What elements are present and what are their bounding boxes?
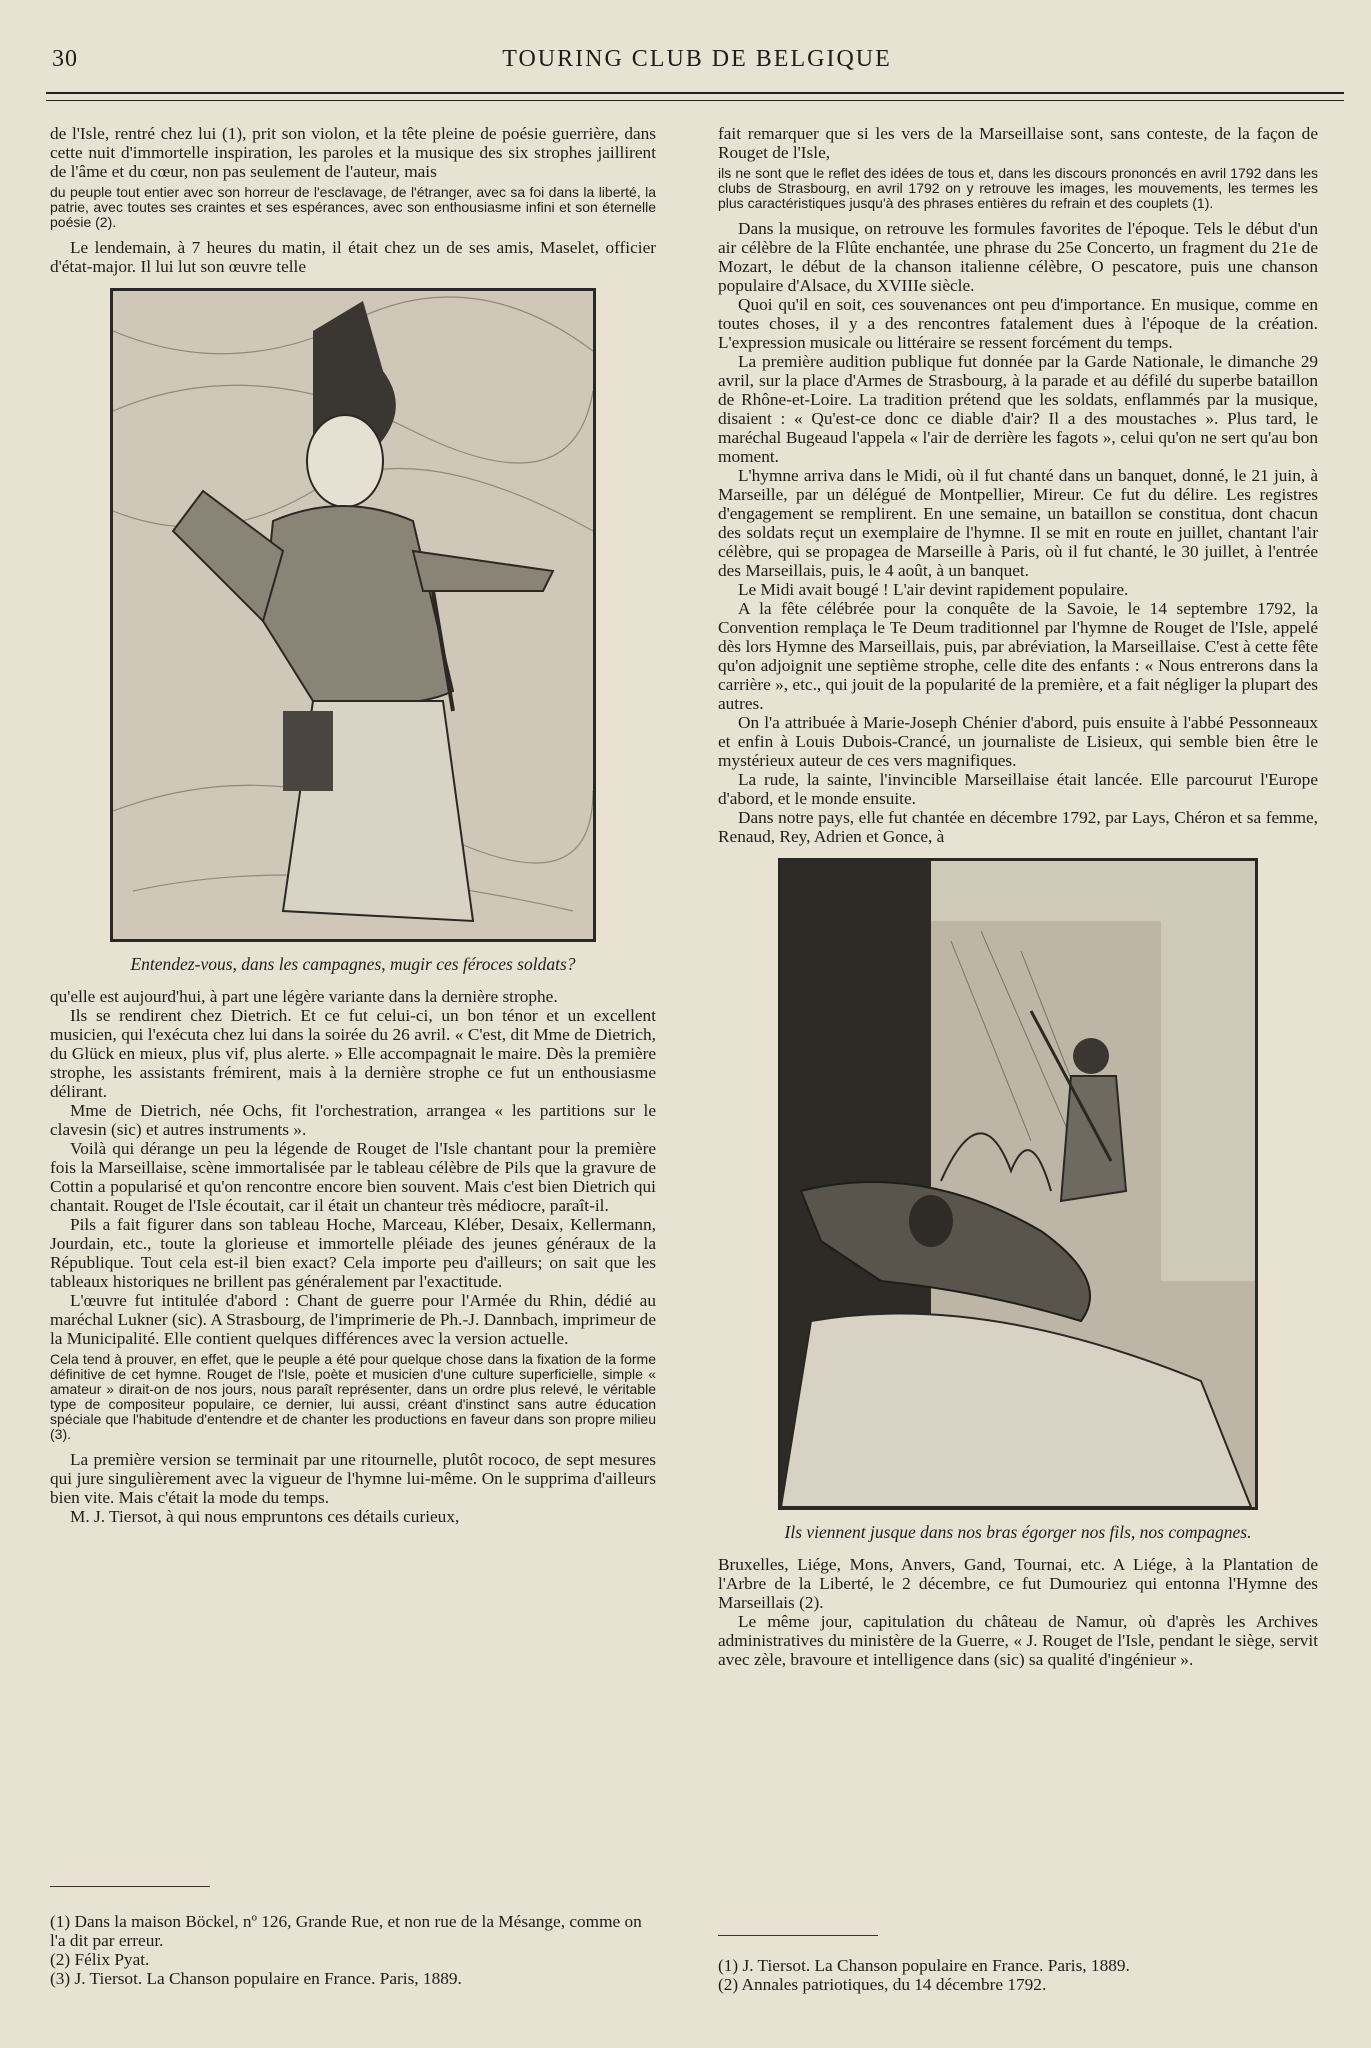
footnote: (2) Annales patriotiques, du 14 décembre 1792. (718, 1975, 1047, 1994)
footnote: (2) Félix Pyat. (50, 1950, 150, 1969)
header-rule (46, 92, 1344, 101)
illustration-battle (778, 858, 1258, 1510)
figure-caption: Ils viennent jusque dans nos bras égorger nos fils, nos compagnes. (784, 1522, 1252, 1542)
paragraph: M. J. Tiersot, à qui nous empruntons ces détails curieux, (70, 1507, 460, 1526)
paragraph: La rude, la sainte, l'invincible Marseillaise était lancée. Elle parcourut l'Europe d'abord, et le monde ensuite. (718, 770, 1318, 808)
paragraph: Le lendemain, à 7 heures du matin, il était chez un de ses amis, Maselet, officier d'état-major. Il lui lut son œuvre telle (50, 238, 656, 276)
paragraph: La première audition publique fut donnée par la Garde Nationale, le dimanche 29 avril, sur la place d'Armes de Strasbourg, à la parade et au défilé du superbe bataillon de Rhône-et-Loire. La tradition prétend que les soldats, enflammés par la musique, disaient : « Qu'est-ce donc ce diable d'air? Il a des moustaches ». Plus tard, le maréchal Bugeaud l'appela « l'air de derrière les fagots », celui qu'on ne sert qu'au bon moment. (718, 352, 1318, 466)
paragraph: La première version se terminait par une ritournelle, plutôt rococo, de sept mesures qui jure singulièrement avec la vigueur de l'hymne lui-même. On le supprima d'ailleurs bien vite. Mais c'était la mode du temps. (50, 1450, 656, 1507)
right-footnotes (718, 1956, 1318, 1994)
page-header (52, 46, 1342, 86)
footnote: (3) J. Tiersot. La Chanson populaire en France. Paris, 1889. (50, 1969, 462, 1988)
paragraph: On l'a attribuée à Marie-Joseph Chénier d'abord, puis ensuite à l'abbé Pessonneaux et enfin à Louis Dubois-Crancé, un journaliste de Lisieux, qui semble bien être le mystérieux auteur de ces vers magnifiques. (718, 713, 1318, 770)
paragraph: Dans notre pays, elle fut chantée en décembre 1792, par Lays, Chéron et sa femme, Renaud, Rey, Adrien et Gonce, à (718, 808, 1318, 846)
paragraph: Quoi qu'il en soit, ces souvenances ont peu d'importance. En musique, comme en toutes choses, il y a des rencontres fatalement dues à l'époque de la création. L'expression musicale ou littéraire se ressent forcément du temps. (718, 295, 1318, 352)
right-column (718, 124, 1318, 1669)
footnote-rule (718, 1935, 878, 1936)
paragraph: fait remarquer que si les vers de la Marseillaise sont, sans conteste, de la façon de Rouget de l'Isle, (718, 124, 1318, 162)
left-column (50, 124, 656, 1526)
small-paragraph: Cela tend à prouver, en effet, que le peuple a été pour quelque chose dans la fixation de la forme définitive de cet hymne. Rouget de l'Isle, poète et musicien d'une culture superficielle, simple « amateur » dirait-on de nos jours, nous paraît représenter, dans un ordre plus relevé, le véritable type de compositeur populaire, ce dernier, lui aussi, créant d'instinct sans autre éducation spéciale que l'habitude d'entendre et de chanter les productions en faveur dans son propre milieu (3). (50, 1351, 656, 1442)
illustration-soldier (110, 288, 596, 942)
footnote: (1) J. Tiersot. La Chanson populaire en France. Paris, 1889. (718, 1956, 1130, 1975)
paragraph: Mme de Dietrich, née Ochs, fit l'orchestration, arrangea « les partitions sur le clavesin (sic) et autres instruments ». (50, 1101, 656, 1139)
footnote: (1) Dans la maison Böckel, nº 126, Grande Rue, et non rue de la Mésange, comme on l'a dit par erreur. (50, 1912, 642, 1950)
journal-title: TOURING CLUB DE BELGIQUE (502, 46, 892, 72)
left-footnotes (50, 1912, 656, 1988)
paragraph: de l'Isle, rentré chez lui (1), prit son violon, et la tête pleine de poésie guerrière, dans cette nuit d'immortelle inspiration, les paroles et la musique des six strophes jaillirent de l'âme et du cœur, non pas seulement de l'auteur, mais (50, 124, 656, 181)
paragraph: Dans la musique, on retrouve les formules favorites de l'époque. Tels le début d'un air célèbre de la Flûte enchantée, une phrase du 25e Concerto, un fragment du 21e de Mozart, le début de la chanson italienne célèbre, O pescatore, puis une chanson populaire d'Alsace, du XVIIIe siècle. (718, 219, 1318, 295)
paragraph: A la fête célébrée pour la conquête de la Savoie, le 14 septembre 1792, la Convention remplaça le Te Deum traditionnel par l'hymne de Rouget de l'Isle, appelé dès lors Hymne des Marseillais, puis, par abréviation, la Marseillaise. C'est à cette fête qu'on adjoignit une septième strophe, celle dite des enfants : « Nous entrerons dans la carrière », etc., qui jouit de la popularité de la première, et a fait négliger la plupart des autres. (718, 599, 1318, 713)
paragraph: L'hymne arriva dans le Midi, où il fut chanté dans un banquet, donné, le 21 juin, à Marseille, par un délégué de Montpellier, Mireur. Ce fut du délire. Les registres d'engagement se remplirent. En une semaine, un bataillon se constitua, dont chacun des soldats reçut un exemplaire de l'hymne. Il se mit en route en juillet, chantant l'air célèbre, qui se propagea de Marseille à Paris, où il fut chanté, le 30 juillet, à l'entrée des Marseillais, puis, le 4 août, à un banquet. (718, 466, 1318, 580)
footnote-rule (50, 1886, 210, 1887)
paragraph: Le Midi avait bougé ! L'air devint rapidement populaire. (738, 580, 1129, 599)
paragraph: Le même jour, capitulation du château de Namur, où d'après les Archives administratives du ministère de la Guerre, « J. Rouget de l'Isle, pendant le siège, servit avec zèle, bravoure et intelligence dans (sic) sa qualité d'ingénieur ». (718, 1612, 1318, 1669)
paragraph: Ils se rendirent chez Dietrich. Et ce fut celui-ci, un bon ténor et un excellent musicien, qui l'exécuta chez lui dans la soirée du 26 avril. « C'est, dit Mme de Dietrich, du Glück en mieux, plus vif, plus alerte. » Elle accompagnait le maire. Dès la première strophe, les assistants frémirent, mais à la dernière strophe ce fut un enthousiasme délirant. (50, 1006, 656, 1101)
small-paragraph: ils ne sont que le reflet des idées de tous et, dans les discours prononcés en avril 1792 dans les clubs de Strasbourg, en avril 1792 on y retrouve les images, les mouvements, les termes les plus caractéristiques jusqu'à des phrases entières du refrain et des couplets (1). (718, 165, 1318, 211)
figure-caption: Entendez-vous, dans les campagnes, mugir ces féroces soldats? (130, 954, 576, 974)
small-paragraph: du peuple tout entier avec son horreur de l'esclavage, de l'étranger, avec sa foi dans la liberté, la patrie, avec toutes ses craintes et ses espérances, avec son enthousiasme infini et son éternelle poésie (2). (50, 184, 656, 230)
page-number: 30 (52, 46, 78, 72)
paragraph: Voilà qui dérange un peu la légende de Rouget de l'Isle chantant pour la première fois la Marseillaise, scène immortalisée par le tableau célèbre de Pils que la gravure de Cottin a popularisé et qu'on rencontre encore bien souvent. Mais c'est bien Dietrich qui chantait. Rouget de l'Isle écoutait, car il était un chanteur très médiocre, paraît-il. (50, 1139, 656, 1215)
paragraph: qu'elle est aujourd'hui, à part une légère variante dans la dernière strophe. (50, 987, 558, 1006)
paragraph: Pils a fait figurer dans son tableau Hoche, Marceau, Kléber, Desaix, Kellermann, Jourdain, etc., toute la glorieuse et immortelle pléiade des jeunes généraux de la République. Tout cela est-il bien exact? Cela importe peu d'ailleurs; on sait que les tableaux historiques ne brillent pas généralement par l'exactitude. (50, 1215, 656, 1291)
paragraph: L'œuvre fut intitulée d'abord : Chant de guerre pour l'Armée du Rhin, dédié au maréchal Lukner (sic). A Strasbourg, de l'imprimerie de Ph.-J. Dannbach, imprimeur de la Municipalité. Elle contient quelques différences avec la version actuelle. (50, 1291, 656, 1348)
paragraph: Bruxelles, Liége, Mons, Anvers, Gand, Tournai, etc. A Liége, à la Plantation de l'Arbre de la Liberté, le 2 décembre, ce fut Dumouriez qui entonna l'Hymne des Marseillais (2). (718, 1555, 1318, 1612)
